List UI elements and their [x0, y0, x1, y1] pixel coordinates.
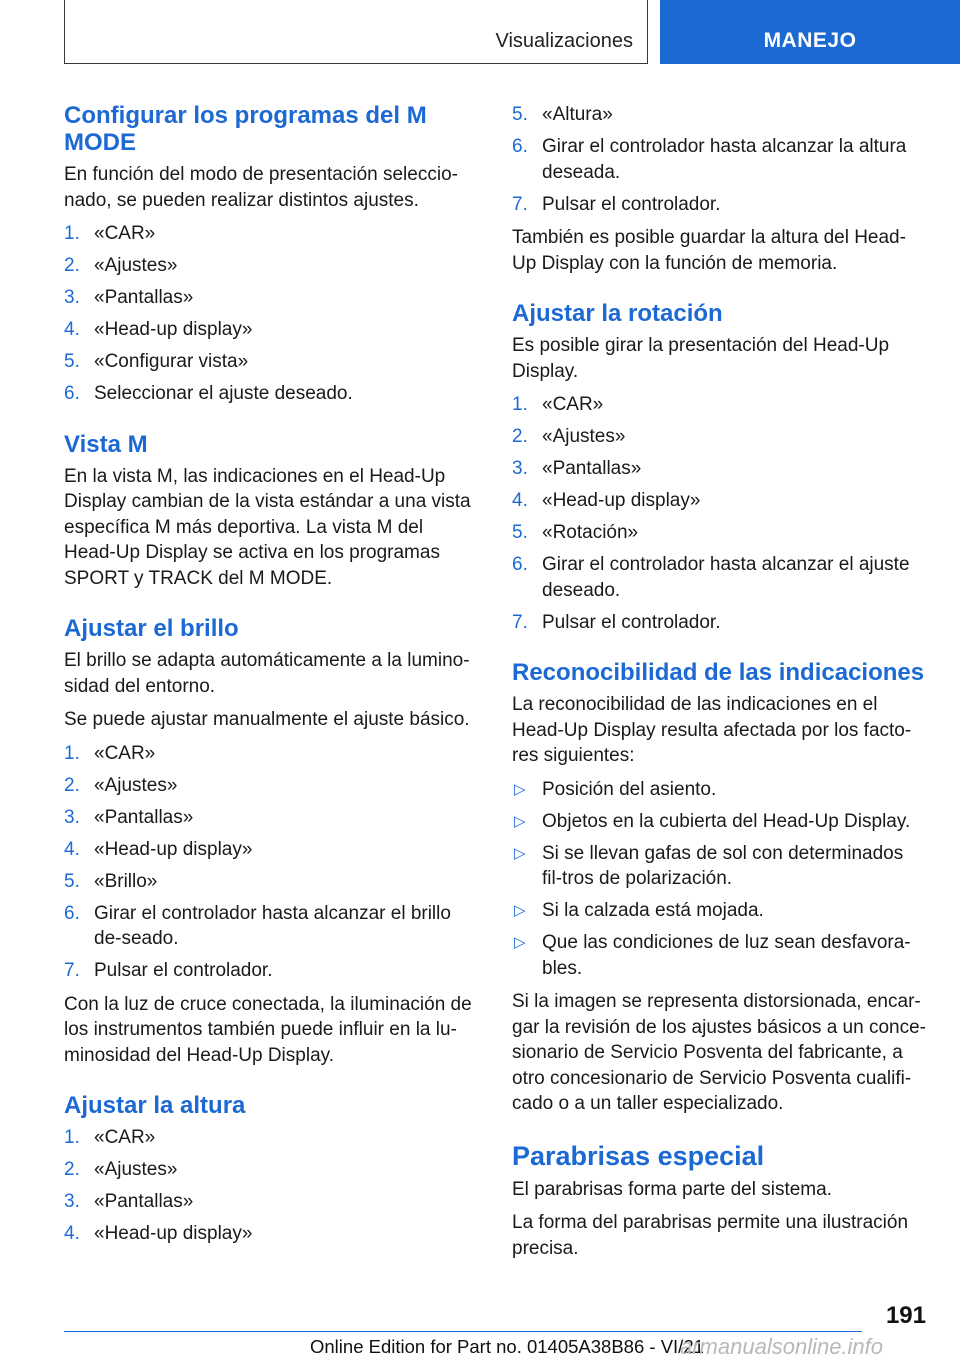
section-title-vista-m: Vista M: [64, 430, 148, 458]
section-text: El brillo se adapta automáticamente a la lumino‐sidad del entorno.: [64, 650, 470, 697]
list-item: 2. «Ajustes»: [64, 1159, 178, 1180]
list-item: 5. «Brillo»: [64, 870, 158, 892]
section-text: El parabrisas forma parte del sistema.: [512, 1178, 832, 1200]
footer-divider: [64, 1331, 862, 1332]
list-item: 4. «Head-up display»: [64, 1223, 253, 1244]
section-title-parabrisas: Parabrisas especial: [512, 1140, 765, 1171]
section-text: También es posible guardar la altura del Head-Up Display con la función de memoria.: [512, 227, 906, 274]
list-item: ▷ Si la calzada está mojada.: [512, 898, 926, 924]
left-column: [64, 102, 476, 1255]
list-item: 5. «Rotación»: [512, 522, 639, 543]
list-item: 6. Girar el controlador hasta alcanzar el ajuste deseado.: [512, 554, 910, 601]
triangle-bullet-icon: ▷: [514, 902, 526, 919]
list-item: 2. «Ajustes»: [512, 426, 626, 447]
section-title-reconocibilidad: Reconocibilidad de las indicaciones: [512, 659, 925, 686]
section-intro: Es posible girar la presentación del Head-Up Display.: [512, 335, 890, 382]
page-header: [64, 0, 960, 64]
section-title-rotacion: Ajustar la rotación: [512, 300, 723, 327]
footer-edition: Online Edition for Part no. 01405A38B86 - VI/21: [310, 1336, 704, 1357]
list-item: 7. Pulsar el controlador.: [64, 960, 273, 981]
steps-list-m-mode: [64, 221, 476, 407]
section-title-m-mode: Configurar los programas del M MODE: [64, 102, 427, 156]
bullet-list-factores: [512, 777, 926, 982]
list-item: 1. «CAR»: [512, 394, 604, 415]
list-item: 7. Pulsar el controlador.: [512, 193, 721, 215]
watermark: armanualsonline.info: [680, 1334, 884, 1359]
steps-list-rotacion: [512, 392, 926, 635]
list-item: 1. «CAR»: [64, 223, 156, 244]
page-number: 191: [885, 1302, 926, 1329]
list-item: 6. Girar el controlador hasta alcanzar la altura deseada.: [512, 136, 907, 183]
list-item: ▷ Que las condiciones de luz sean desfavora‐bles.: [514, 932, 911, 979]
list-item: 4. «Head-up display»: [512, 490, 701, 511]
section-text: Se puede ajustar manualmente el ajuste básico.: [64, 709, 470, 730]
list-item: 6. Girar el controlador hasta alcanzar el brillo de‐seado.: [64, 902, 451, 949]
steps-list-altura: [64, 1125, 476, 1247]
section-text: En la vista M, las indicaciones en el Head-Up Display cambian de la vista estándar a una vista específica M más deportiva. La vista M del Head-Up Display se activa en los programas SPORT y TRACK del M MODE.: [64, 465, 471, 589]
section-title-altura: Ajustar la altura: [64, 1092, 246, 1119]
steps-list-altura-cont: [512, 102, 926, 217]
list-item: 3. «Pantallas»: [64, 806, 194, 828]
list-item: 3. «Pantallas»: [64, 287, 194, 308]
section-text: La forma del parabrisas permite una ilustración precisa.: [512, 1212, 909, 1259]
list-item: 5. «Configurar vista»: [64, 351, 249, 372]
triangle-bullet-icon: ▷: [514, 934, 526, 951]
list-item: 3. «Pantallas»: [512, 458, 642, 479]
list-item: 1. «CAR»: [64, 742, 156, 764]
list-item: 1. «CAR»: [64, 1127, 156, 1148]
list-item: 7. Pulsar el controlador.: [512, 611, 721, 633]
steps-list-brillo: [64, 741, 476, 984]
section-intro: En función del modo de presentación seleccio‐nado, se pueden realizar distintos ajustes.: [64, 164, 458, 211]
list-item: ▷ Posición del asiento.: [512, 777, 926, 803]
triangle-bullet-icon: ▷: [514, 844, 526, 862]
list-item: 3. «Pantallas»: [64, 1191, 194, 1212]
list-item: 2. «Ajustes»: [64, 255, 178, 276]
list-item: 5. «Altura»: [512, 104, 613, 125]
list-item: 6. Seleccionar el ajuste deseado.: [64, 383, 353, 404]
section-title-brillo: Ajustar el brillo: [64, 615, 239, 642]
list-item: 4. «Head-up display»: [64, 319, 253, 340]
right-column: [512, 102, 926, 1269]
section-intro: La reconocibilidad de las indicaciones en el Head-Up Display resulta afectada por los facto‐res siguientes:: [512, 694, 912, 766]
triangle-bullet-icon: ▷: [514, 780, 526, 798]
header-chapter-tab[interactable]: MANEJO: [660, 0, 960, 64]
list-item: ▷ Objetos en la cubierta del Head-Up Display.: [512, 809, 926, 835]
list-item: 4. «Head-up display»: [64, 838, 253, 860]
header-frame: [64, 0, 648, 64]
list-item: 2. «Ajustes»: [64, 774, 178, 796]
list-item: ▷ Si se llevan gafas de sol con determinados fil‐tros de polarización.: [514, 842, 904, 889]
header-section-title: Visualizaciones: [495, 30, 633, 52]
triangle-bullet-icon: ▷: [514, 812, 526, 830]
section-text: Si la imagen se representa distorsionada, encar‐gar la revisión de los ajustes básicos a un conce‐sionario de Servicio Posventa del fabricante, a otro concesionario de Servicio Posventa cualifi‐cado o a un taller especializado.: [512, 991, 927, 1114]
section-text: Con la luz de cruce conectada, la iluminación de los instrumentos también puede influir en la lu‐minosidad del Head-Up Display.: [64, 993, 472, 1066]
